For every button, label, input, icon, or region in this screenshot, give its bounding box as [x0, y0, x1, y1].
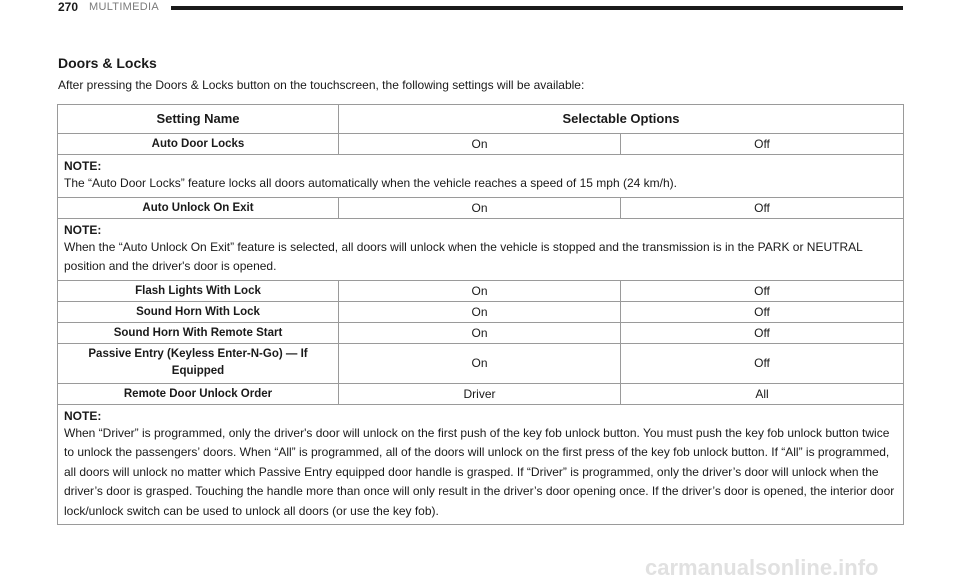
option-cell: Driver	[339, 383, 621, 404]
table-row	[58, 343, 904, 383]
note-text: When the “Auto Unlock On Exit” feature is selected, all doors will unlock when the vehicle is stopped and the transmission is in the PARK or NEUTRAL position and the driver's door is opened.	[64, 239, 863, 273]
section-label: MULTIMEDIA	[89, 1, 160, 13]
note-label: NOTE:	[64, 159, 102, 173]
note-cell	[58, 404, 904, 525]
page-number: 270	[58, 0, 79, 14]
table-row	[58, 322, 904, 343]
setting-name: Auto Door Locks	[58, 134, 339, 155]
setting-name: Passive Entry (Keyless Enter-N-Go) — If Equipped	[58, 343, 339, 383]
setting-name: Flash Lights With Lock	[58, 280, 339, 301]
note-row	[58, 155, 904, 198]
column-header-setting: Setting Name	[58, 105, 339, 134]
table-row	[58, 383, 904, 404]
table-row	[58, 134, 904, 155]
page-header	[58, 0, 903, 18]
table-row	[58, 280, 904, 301]
note-text: When “Driver” is programmed, only the driver's door will unlock on the first push of the key fob unlock button. You must push the key fob unlock button twice to unlock the passengers’ doors. When “All” is programmed, all of the doors will unlock on the first press of the key fob unlock button. If “All” is programmed, all doors will unlock no matter which Passive Entry equipped door handle is grasped. If “Driver” is programmed, only the driver’s door will unlock when the driver’s door is grasped. Touching the handle more than once will only result in the driver’s door opening once. If the driver’s door is opened, the interior door lock/unlock switch can be used to unlock all doors (or use the key fob).	[64, 425, 895, 518]
note-row	[58, 404, 904, 525]
table-row	[58, 301, 904, 322]
setting-name: Auto Unlock On Exit	[58, 197, 339, 218]
option-cell: On	[339, 280, 621, 301]
setting-name: Sound Horn With Lock	[58, 301, 339, 322]
option-cell: On	[339, 197, 621, 218]
option-cell: On	[339, 301, 621, 322]
page-title: Doors & Locks	[58, 55, 157, 71]
setting-name: Sound Horn With Remote Start	[58, 322, 339, 343]
option-cell: All	[621, 383, 904, 404]
setting-name: Remote Door Unlock Order	[58, 383, 339, 404]
table-header-row	[58, 105, 904, 134]
intro-text: After pressing the Doors & Locks button on the touchscreen, the following settings will be available:	[58, 78, 585, 92]
settings-table	[57, 104, 904, 525]
note-cell	[58, 155, 904, 198]
header-rule	[171, 6, 903, 10]
watermark: carmanualsonline.info	[645, 555, 879, 580]
column-header-options: Selectable Options	[339, 105, 904, 134]
option-cell: Off	[621, 134, 904, 155]
option-cell: On	[339, 134, 621, 155]
option-cell: Off	[621, 301, 904, 322]
option-cell: On	[339, 343, 621, 383]
note-cell	[58, 218, 904, 280]
option-cell: Off	[621, 197, 904, 218]
option-cell: Off	[621, 280, 904, 301]
option-cell: Off	[621, 322, 904, 343]
option-cell: Off	[621, 343, 904, 383]
note-text: The “Auto Door Locks” feature locks all doors automatically when the vehicle reaches a speed of 15 mph (24 km/h).	[64, 176, 677, 190]
note-row	[58, 218, 904, 280]
note-label: NOTE:	[64, 222, 102, 237]
option-cell: On	[339, 322, 621, 343]
note-label: NOTE:	[64, 408, 102, 423]
table-row	[58, 197, 904, 218]
